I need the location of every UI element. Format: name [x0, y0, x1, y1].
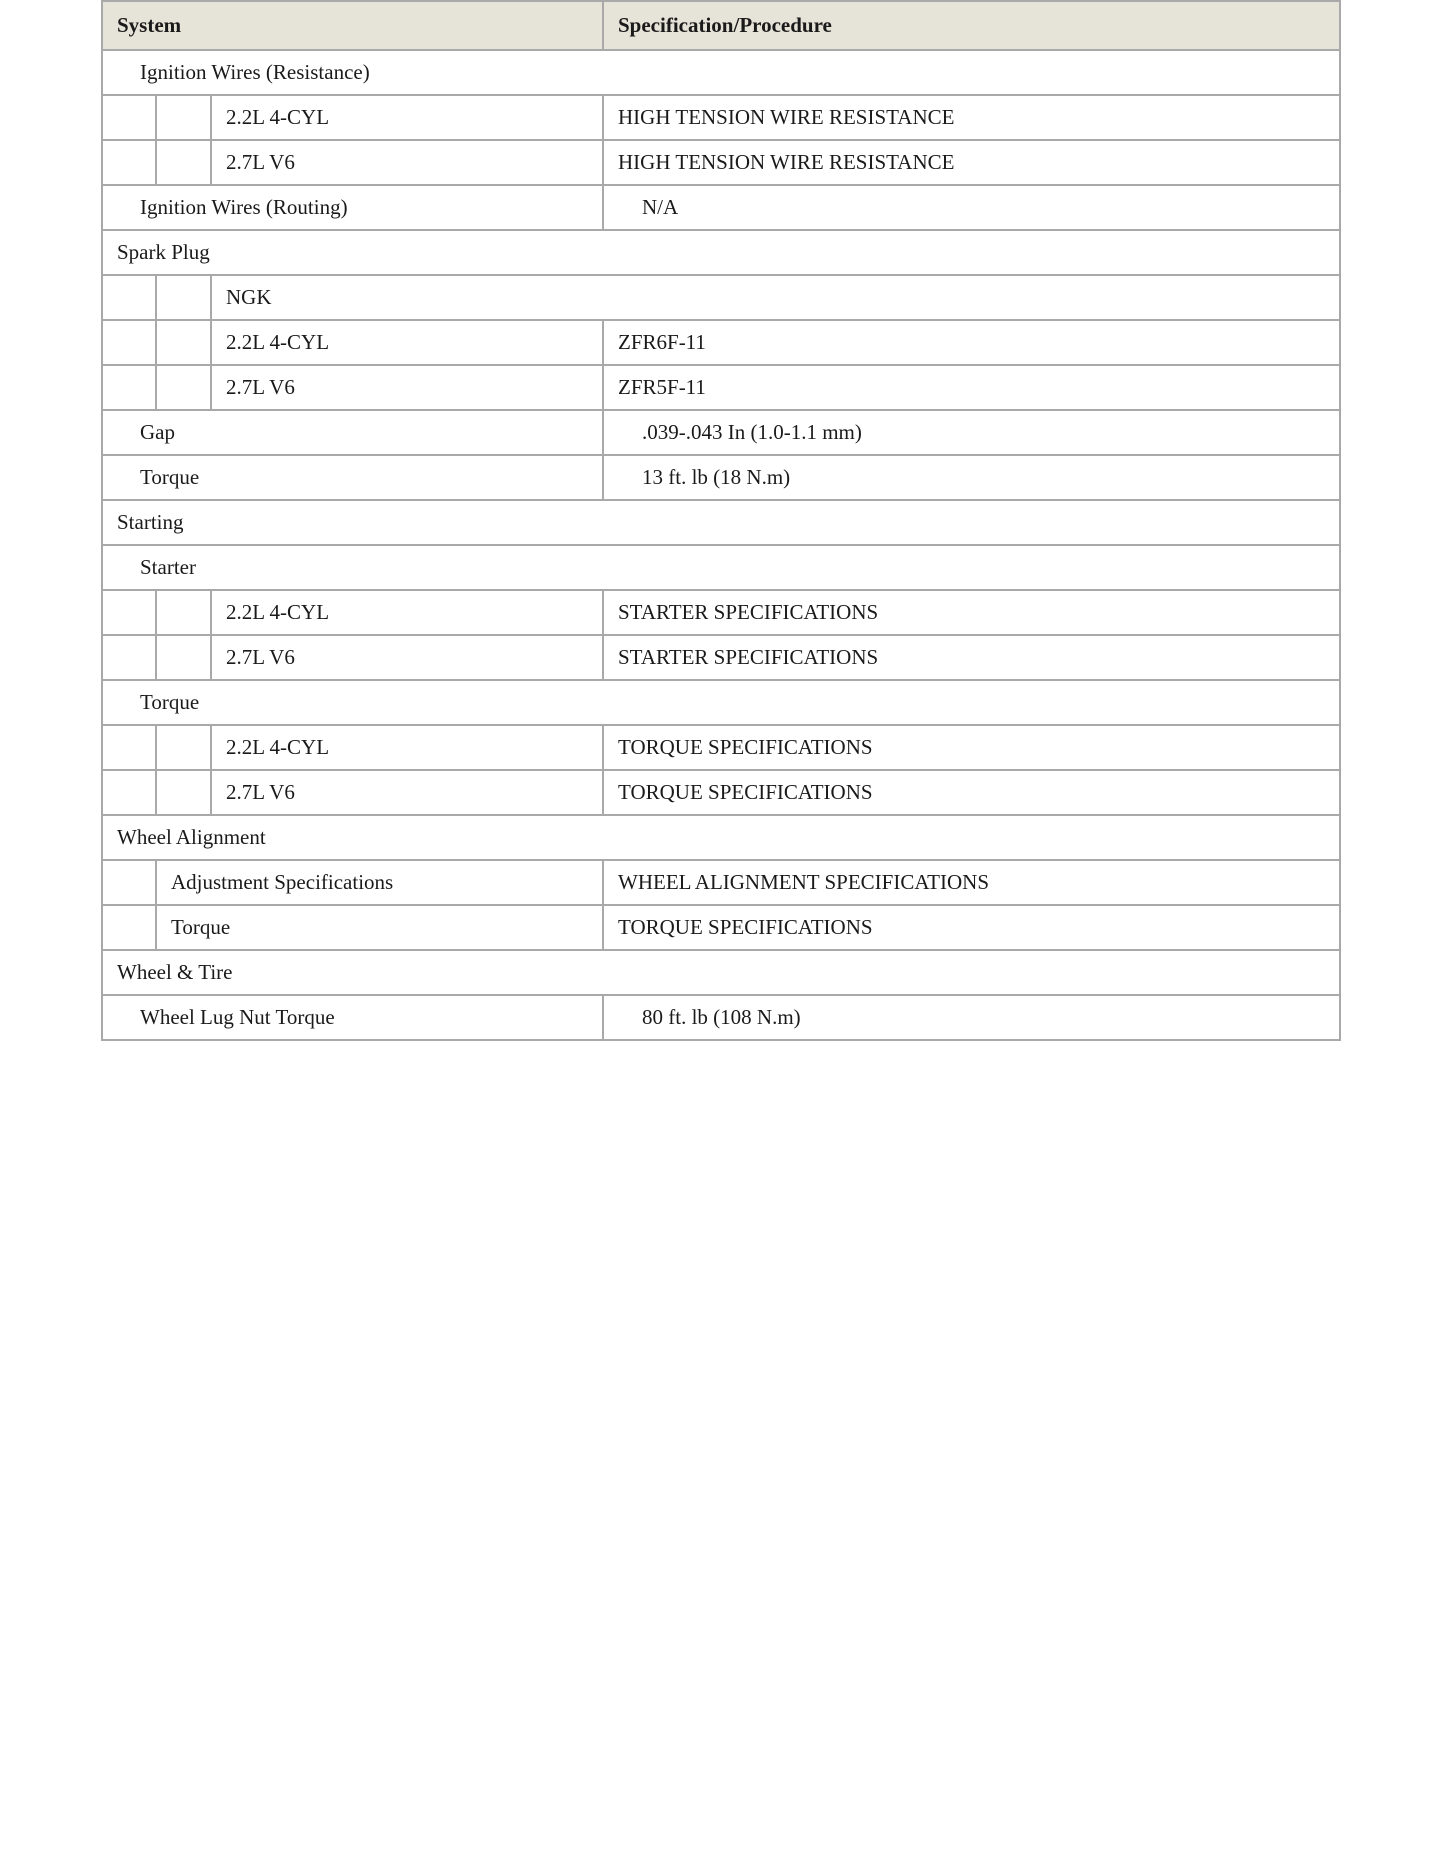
table-row — [102, 320, 1340, 365]
row-value-link[interactable]: HIGH TENSION WIRE RESISTANCE — [603, 95, 1340, 140]
section-row — [102, 50, 1340, 95]
indent-cell — [156, 365, 211, 410]
indent-cell — [102, 860, 156, 905]
row-value: N/A — [603, 185, 1340, 230]
section-label: Wheel & Tire — [102, 950, 1340, 995]
indent-cell — [102, 95, 156, 140]
table-row — [102, 995, 1340, 1040]
section-label: Wheel Alignment — [102, 815, 1340, 860]
indent-cell — [102, 725, 156, 770]
section-row — [102, 500, 1340, 545]
table-row — [102, 95, 1340, 140]
section-row — [102, 275, 1340, 320]
table-row — [102, 140, 1340, 185]
row-label: 2.2L 4-CYL — [211, 590, 603, 635]
indent-cell — [102, 590, 156, 635]
indent-cell — [156, 635, 211, 680]
indent-cell — [102, 320, 156, 365]
row-value: ZFR5F-11 — [603, 365, 1340, 410]
row-label: Ignition Wires (Resistance) — [102, 50, 1340, 95]
row-label: Adjustment Specifications — [156, 860, 603, 905]
row-value: ZFR6F-11 — [603, 320, 1340, 365]
row-value-link[interactable]: STARTER SPECIFICATIONS — [603, 635, 1340, 680]
row-label: Ignition Wires (Routing) — [102, 185, 603, 230]
section-row — [102, 815, 1340, 860]
row-value-link[interactable]: TORQUE SPECIFICATIONS — [603, 725, 1340, 770]
header-system: System — [102, 1, 603, 50]
row-label: 2.2L 4-CYL — [211, 320, 603, 365]
table-row — [102, 860, 1340, 905]
indent-cell — [156, 590, 211, 635]
section-row — [102, 680, 1340, 725]
section-row — [102, 950, 1340, 995]
table-row — [102, 905, 1340, 950]
indent-cell — [156, 275, 211, 320]
row-value-link[interactable]: WHEEL ALIGNMENT SPECIFICATIONS — [603, 860, 1340, 905]
table-row — [102, 770, 1340, 815]
table-row — [102, 185, 1340, 230]
indent-cell — [102, 275, 156, 320]
row-label: Torque — [102, 455, 603, 500]
indent-cell — [102, 365, 156, 410]
indent-cell — [156, 140, 211, 185]
indent-cell — [102, 770, 156, 815]
indent-cell — [102, 140, 156, 185]
indent-cell — [102, 635, 156, 680]
row-value: 80 ft. lb (108 N.m) — [603, 995, 1340, 1040]
section-label: Starting — [102, 500, 1340, 545]
section-label: Spark Plug — [102, 230, 1340, 275]
table-header-row — [102, 1, 1340, 50]
row-label: NGK — [211, 275, 1340, 320]
indent-cell — [156, 770, 211, 815]
table-row — [102, 455, 1340, 500]
row-label: 2.2L 4-CYL — [211, 95, 603, 140]
row-label: 2.7L V6 — [211, 140, 603, 185]
row-label: 2.7L V6 — [211, 365, 603, 410]
row-label: 2.2L 4-CYL — [211, 725, 603, 770]
indent-cell — [156, 725, 211, 770]
header-spec: Specification/Procedure — [603, 1, 1340, 50]
row-label: Torque — [102, 680, 1340, 725]
section-row — [102, 545, 1340, 590]
indent-cell — [156, 95, 211, 140]
row-value: 13 ft. lb (18 N.m) — [603, 455, 1340, 500]
row-label: 2.7L V6 — [211, 770, 603, 815]
indent-cell — [156, 320, 211, 365]
section-row — [102, 230, 1340, 275]
spec-table — [101, 0, 1341, 1041]
row-label: 2.7L V6 — [211, 635, 603, 680]
table-row — [102, 590, 1340, 635]
table-row — [102, 410, 1340, 455]
row-value-link[interactable]: HIGH TENSION WIRE RESISTANCE — [603, 140, 1340, 185]
table-row — [102, 365, 1340, 410]
row-value-link[interactable]: STARTER SPECIFICATIONS — [603, 590, 1340, 635]
row-label: Starter — [102, 545, 1340, 590]
row-label: Wheel Lug Nut Torque — [102, 995, 603, 1040]
row-value: .039-.043 In (1.0-1.1 mm) — [603, 410, 1340, 455]
table-row — [102, 635, 1340, 680]
row-value-link[interactable]: TORQUE SPECIFICATIONS — [603, 905, 1340, 950]
row-label: Gap — [102, 410, 603, 455]
table-row — [102, 725, 1340, 770]
indent-cell — [102, 905, 156, 950]
row-value-link[interactable]: TORQUE SPECIFICATIONS — [603, 770, 1340, 815]
row-label: Torque — [156, 905, 603, 950]
